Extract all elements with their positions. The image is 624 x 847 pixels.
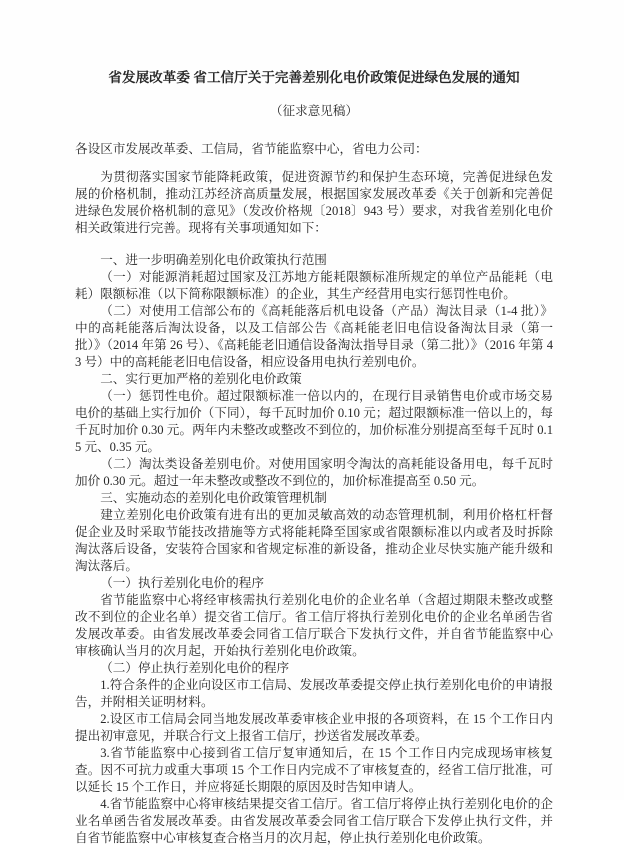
doc-salutation: 各设区市发展改革委、工信局，省节能监察中心，省电力公司： (75, 142, 428, 156)
paragraph-2-2: （二）淘汰类设备差别电价。对使用国家明令淘汰的高耗能设备用电，每千瓦时加价 0.30 元。超过一年未整改或整改不到位的，加价标准提高至 0.50 元。 (75, 457, 553, 488)
subsection-heading-exec: （一）执行差别化电价的程序 (100, 576, 264, 590)
paragraph-stop-2: 2.设区市工信局会同当地发展改革委审核企业申报的各项资料，在 15 个工作日内提出初审意见，并联合行文上报省工信厅，抄送省发展改革委。 (75, 712, 553, 743)
section-1-heading: 一、进一步明确差别化电价政策执行范围 (100, 253, 327, 267)
section-3-heading: 三、实施动态的差别化电价政策管理机制 (100, 491, 327, 505)
paragraph-1-1: （一）对能源消耗超过国家及江苏地方能耗限额标准所规定的单位产品能耗（电耗）限额标准（以下简称限额标准）的企业，其生产经营用电实行惩罚性电价。 (75, 270, 553, 301)
paragraph-stop-4: 4.省节能监察中心将审核结果提交省工信厅。省工信厅将停止执行差别化电价的企业名单函告省发展改革委。由省发展改革委会同省工信厅联合下发停止执行文件，并自省节能监察中心审核复查合格当月的次月起，停止执行差别化电价政策。 (75, 797, 553, 845)
doc-subtitle: （征求意见稿） (269, 104, 359, 118)
paragraph-stop-1: 1.符合条件的企业向设区市工信局、发展改革委提交停止执行差别化电价的申请报告，并附相关证明材料。 (75, 678, 553, 709)
paragraph-3-2: 省节能监察中心将经审核需执行差别化电价的企业名单（含超过期限未整改或整改不到位的企业名单）提交省工信厅。省工信厅将执行差别化电价的企业名单函告省发展改革委。由省发展改革委会同省工信厅联合下发执行文件，并自省节能监察中心审核确认当月的次月起，开始执行差别化电价政策。 (75, 593, 553, 658)
paragraph-2-1: （一）惩罚性电价。超过限额标准一倍以内的，在现行目录销售电价或市场交易电价的基础上实行加价（下同），每千瓦时加价 0.10 元；超过限额标准一倍以上的，每千瓦时加价 0.30 元。两年内未整改或整改不到位的，加价标准分别提高至每千瓦时 0.15 元、0.35 元。 (75, 389, 553, 454)
document-body (75, 69, 553, 847)
section-2-heading: 二、实行更加严格的差别化电价政策 (100, 372, 302, 386)
doc-title: 省发展改革委 省工信厅关于完善差别化电价政策促进绿色发展的通知 (108, 70, 520, 85)
subsection-heading-stop: （二）停止执行差别化电价的程序 (100, 661, 290, 675)
paragraph-1-2: （二）对使用工信部公布的《高耗能落后机电设备（产品）淘汰目录（1-4 批）》中的高耗能落后淘汰设备，以及工信部公告《高耗能老旧电信设备淘汰目录（第一批）》（2014 年第 26 号）、《高耗能老旧通信设备淘汰指导目录（第二批）》（2016 年第 43 号）中的高耗能老旧电信设备，相应设备用电执行差别电价。 (75, 304, 553, 369)
paragraph-intro: 为贯彻落实国家节能降耗政策，促进资源节约和保护生态环境，完善促进绿色发展的价格机制，推动江苏经济高质量发展，根据国家发展改革委《关于创新和完善促进绿色发展价格机制的意见》（发改价格规〔2018〕943 号）要求，对我省差别化电价相关政策进行完善。现将有关事项通知如下： (75, 170, 553, 235)
paragraph-stop-3: 3.省节能监察中心接到省工信厅复审通知后，在 15 个工作日内完成现场审核复查。因不可抗力或重大事项 15 个工作日内完成不了审核复查的，经省工信厅批准，可以延长 15 个工作日，并应将延长期限的原因及时告知申请人。 (75, 746, 553, 794)
paragraph-3-1: 建立差别化电价政策有进有出的更加灵敏高效的动态管理机制，利用价格杠杆督促企业及时采取节能技改措施等方式将能耗降至国家或省限额标准以内或者及时拆除淘汰落后设备，安装符合国家和省规定标准的新设备，推动企业尽快实施产能升级和淘汰落后。 (75, 508, 553, 573)
